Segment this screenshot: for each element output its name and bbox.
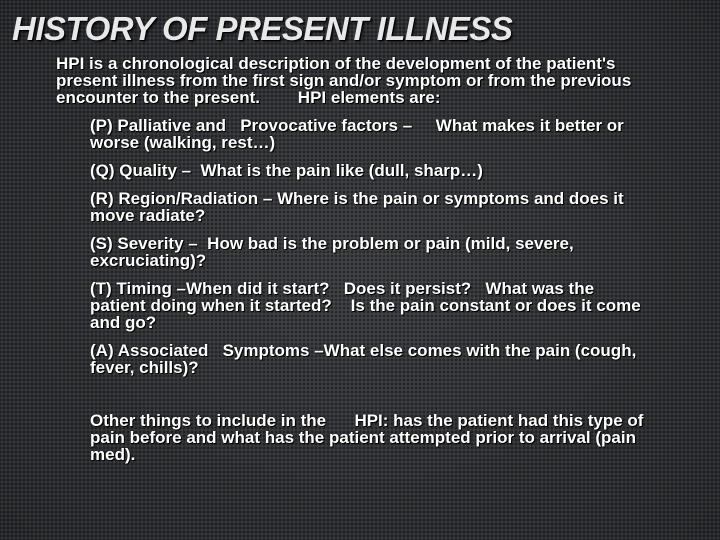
list-item-quality: (Q) Quality – What is the pain like (dull, sharp…) <box>90 161 483 180</box>
list-item-palliative: (P) Palliative and Provocative factors – What makes it better or worse (walking, rest…) <box>90 116 629 152</box>
other-things-paragraph: Other things to include in the HPI: has the patient had this type of pain before and what has the patient attempted prior to arrival (pain med). <box>90 411 649 464</box>
slide-title: HISTORY OF PRESENT ILLNESS <box>12 10 513 47</box>
hpi-elements-list <box>90 117 650 387</box>
list-item-region: (R) Region/Radiation – Where is the pain or symptoms and does it move radiate? <box>90 189 629 225</box>
list-item-timing: (T) Timing –When did it start? Does it persist? What was the patient doing when it started? Is the pain constant or does it come and go? <box>90 279 646 332</box>
list-item-associated: (A) Associated Symptoms –What else comes with the pain (cough, fever, chills)? <box>90 341 642 377</box>
intro-paragraph: HPI is a chronological description of the development of the patient's present illness from the first sign and/or symptom or from the previous encounter to the present. HPI elements are: <box>56 54 637 107</box>
list-item-severity: (S) Severity – How bad is the problem or pain (mild, severe, excruciating)? <box>90 234 579 270</box>
